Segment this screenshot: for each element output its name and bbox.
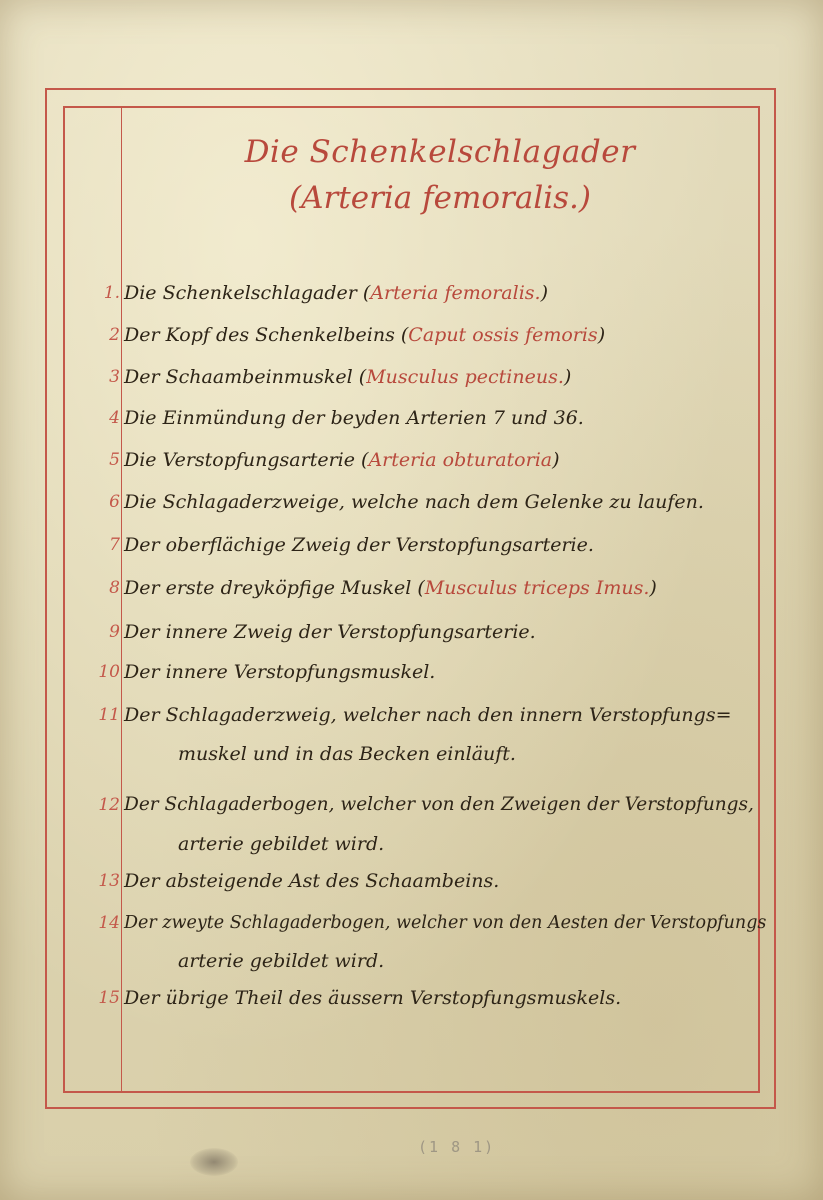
entry-text [124,908,766,938]
entry-continuation-text: arterie gebildet wird. [178,950,385,972]
entry-german-text: Der Kopf des Schenkelbeins ( [124,324,409,346]
entry-closing: ) [552,449,560,471]
entry-text [124,530,594,560]
entry-text [124,617,536,647]
entry-german-text: Der Schlagaderzweig, welcher nach den innern Verstopfungs= [124,704,732,726]
entry-german-text: Die Schlagaderzweige, welche nach dem Gelenke zu laufen. [124,491,704,513]
entry-text [124,487,704,517]
entry-german-text: Der innere Zweig der Verstopfungsarterie. [124,621,536,643]
entry-german-text: Der übrige Theil des äussern Verstopfungsmuskels. [124,987,622,1009]
entry-number: 9 [109,622,120,642]
entry-continuation-text: arterie gebildet wird. [178,833,385,855]
entry-german-text: Der absteigende Ast des Schaambeins. [124,870,500,892]
entry-number: 10 [98,662,120,682]
entry-continuation-text: muskel und in das Becken einläuft. [178,743,516,765]
entry-number: 2 [109,325,120,345]
entry-latin-term: Arteria obturatoria [368,449,553,471]
entry-latin-term: Caput ossis femoris [408,324,598,346]
entry-latin-term: Arteria femoralis. [370,282,541,304]
entry-number: 11 [98,705,120,725]
entry-german-text: Der zweyte Schlagaderbogen, welcher von den Aesten der Verstopfungs [124,913,767,933]
entry-german-text: Der erste dreyköpfige Muskel ( [124,577,425,599]
entry-german-text: Die Schenkelschlagader ( [124,282,371,304]
page-subtitle-latin: (Arteria femoralis.) [288,180,592,216]
entry-number: 13 [98,871,120,891]
entry-latin-term: Musculus triceps Imus. [424,577,650,599]
entry-closing: ) [563,366,572,388]
entry-german-text: Der Schaambeinmuskel ( [124,366,367,388]
entry-number: 12 [98,795,120,815]
entry-latin-term: Musculus pectineus. [366,366,564,388]
entry-text [124,278,548,308]
entry-german-text: Die Verstopfungsarterie ( [124,449,369,471]
page-title: Die Schenkelschlagader [244,134,636,170]
entry-number: 8 [109,578,120,598]
margin-rule [121,106,122,1093]
entry-german-text: Der oberflächige Zweig der Verstopfungsarterie. [124,534,594,556]
entry-number: 5 [109,450,120,470]
entry-text [124,362,571,392]
entry-number: 15 [98,988,120,1008]
entry-number: 4 [109,408,120,428]
entry-number: 1. [103,283,120,303]
entry-number: 14 [98,913,120,933]
shelfmark: (1 8 1) [418,1138,496,1156]
entry-text [124,320,605,350]
entry-text [124,700,732,730]
entry-number: 3 [109,367,120,387]
entry-text [124,403,584,433]
entry-text [124,657,435,687]
ink-stain [190,1148,238,1176]
entry-text [124,790,754,820]
entry-number: 7 [109,535,120,555]
title-block [180,130,700,220]
entry-german-text: Der Schlagaderbogen, welcher von den Zweigen der Verstopfungs, [124,794,754,815]
entry-closing: ) [540,282,548,304]
entry-text [124,866,499,896]
entry-text [124,573,657,603]
entry-number: 6 [109,492,120,512]
entry-text [124,445,560,475]
entry-closing: ) [649,577,657,599]
entry-text [124,983,621,1013]
entry-closing: ) [597,324,606,346]
entry-german-text: Der innere Verstopfungsmuskel. [124,661,436,683]
entry-german-text: Die Einmündung der beyden Arterien 7 und 36. [124,407,584,429]
